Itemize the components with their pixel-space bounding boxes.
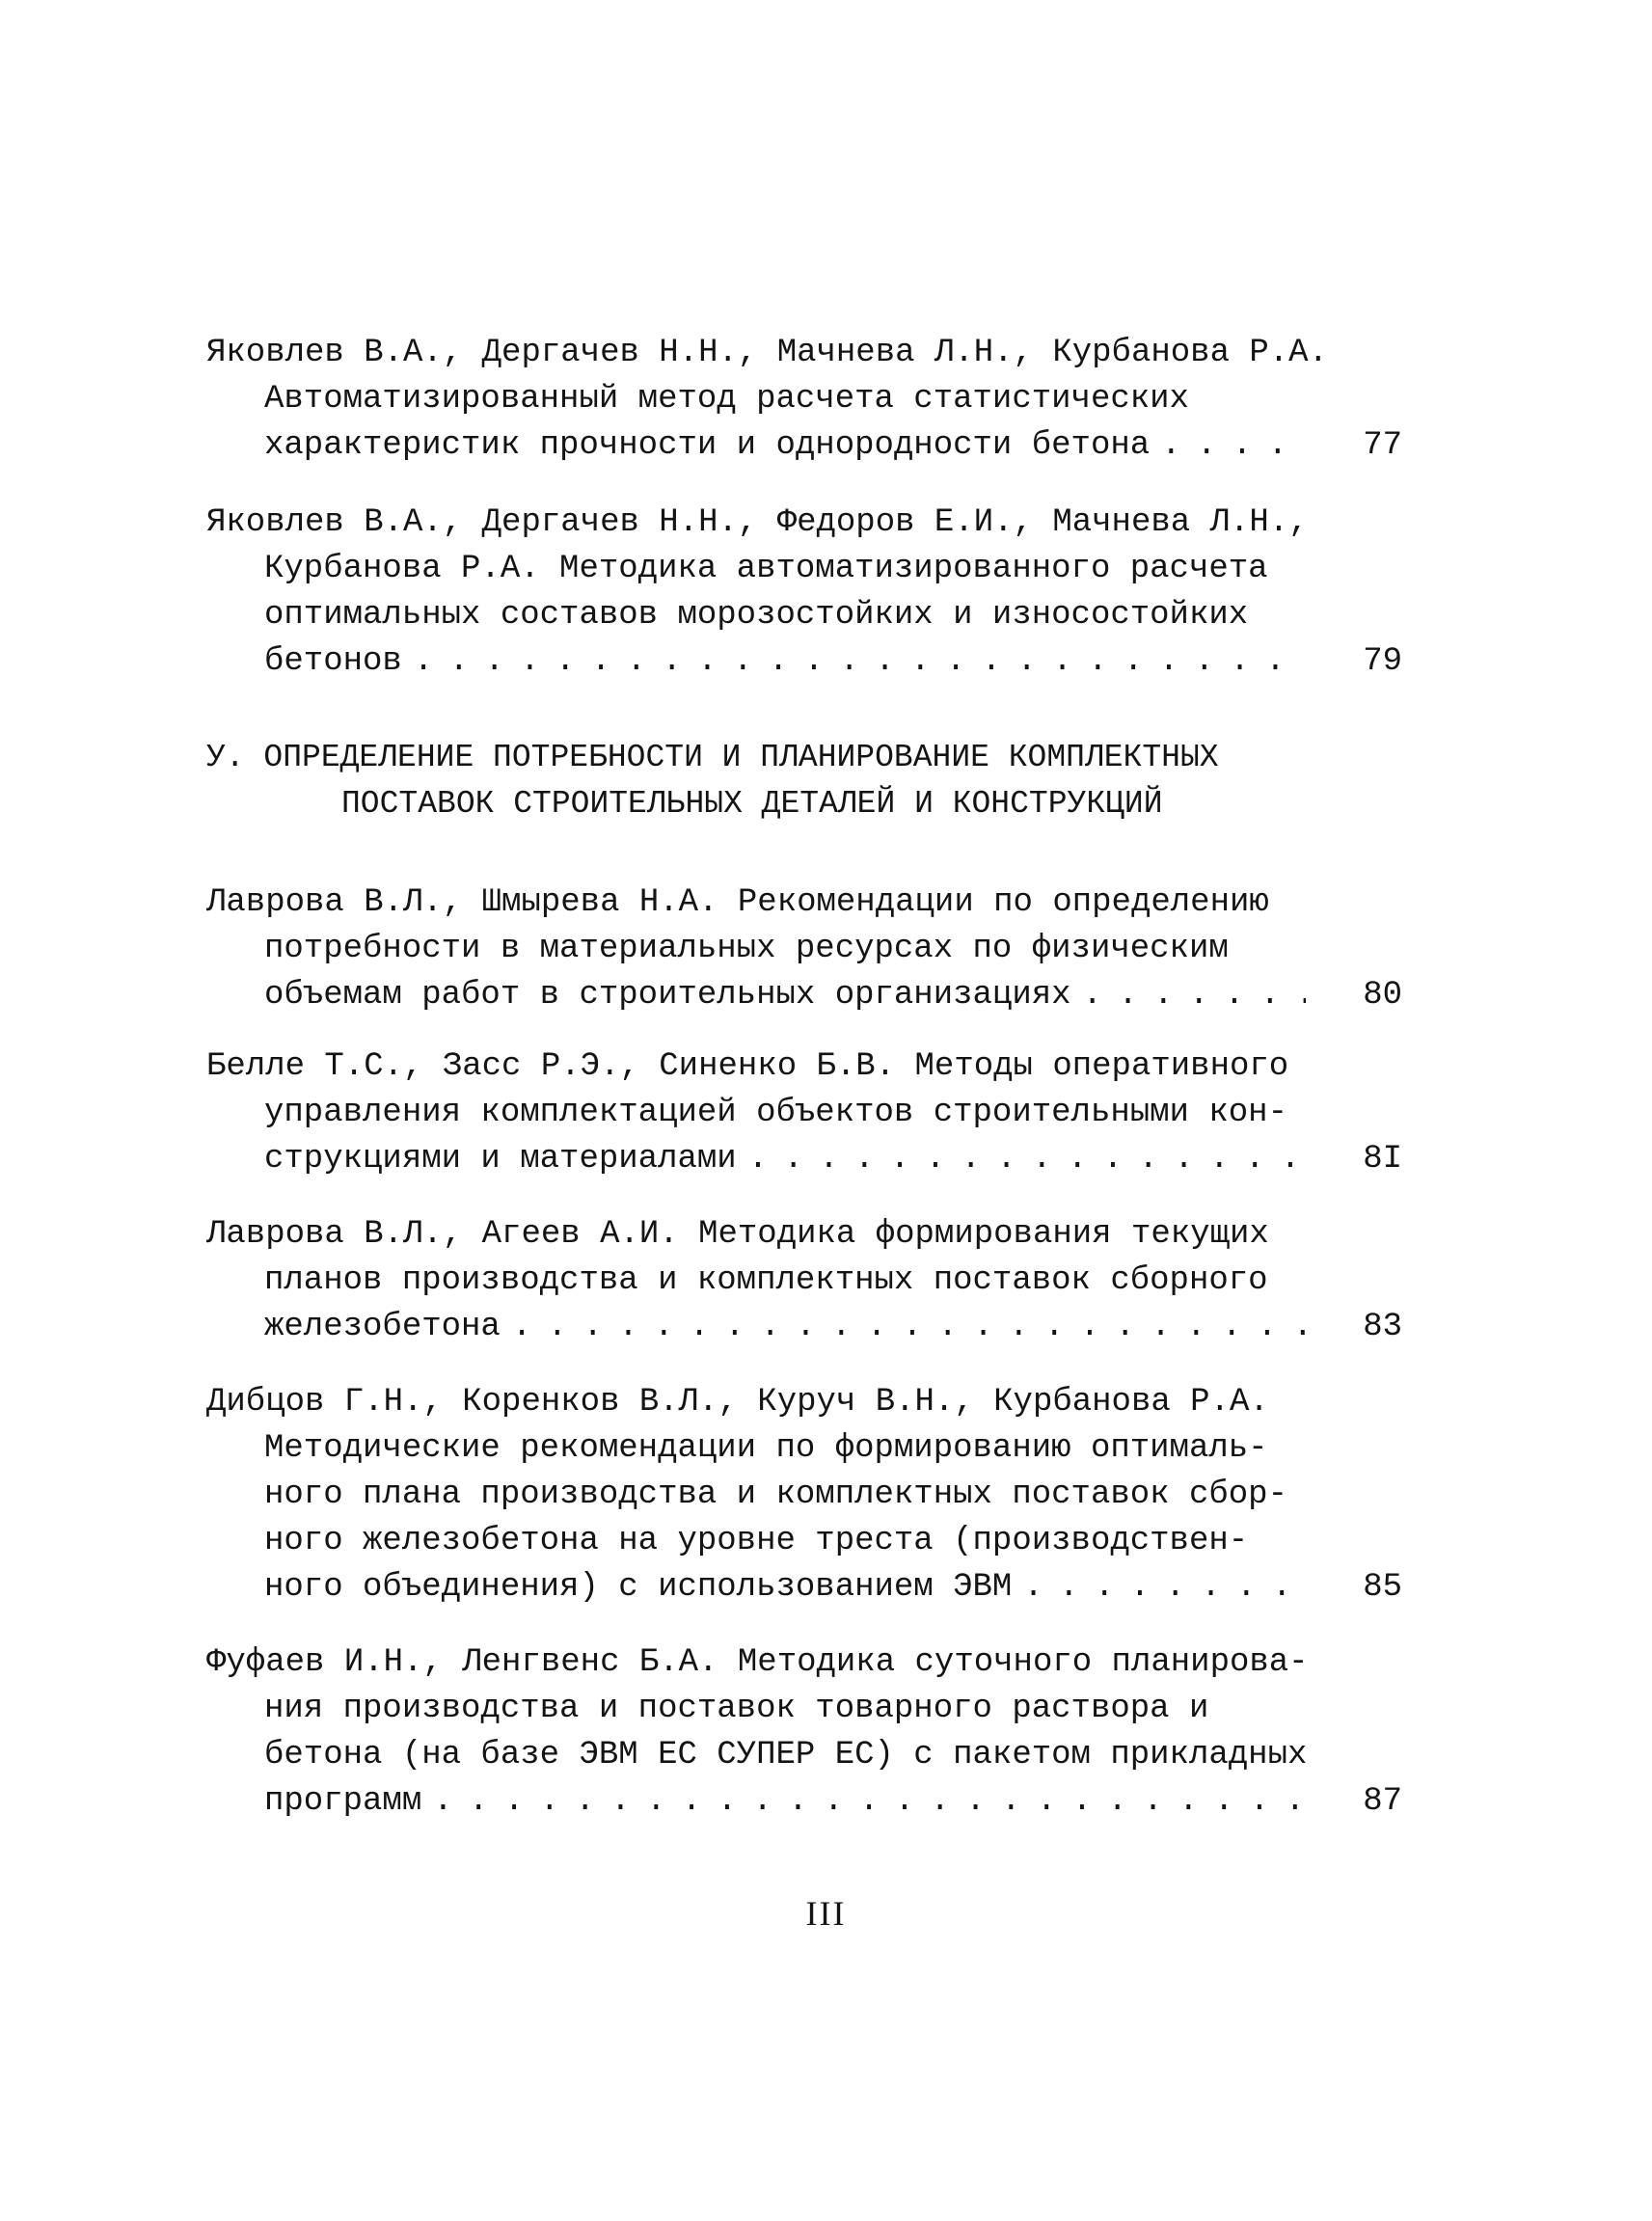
entry-title-line: бетона (на базе ЭВМ ЕС СУПЕР ЕС) с пакетом прикладных bbox=[264, 1737, 1308, 1774]
entry-last-line bbox=[206, 1304, 1402, 1350]
entry-authors-line: Лаврова В.Л., Шмырева Н.А. Рекомендации по определению bbox=[206, 884, 1269, 921]
dot-leader bbox=[1161, 422, 1306, 469]
section-heading-line: У. ОПРЕДЕЛЕНИЕ ПОТРЕБНОСТИ И ПЛАНИРОВАНИЕ КОМПЛЕКТНЫХ bbox=[206, 740, 1219, 775]
entry-title-line: железобетона bbox=[264, 1309, 501, 1345]
dot-leader bbox=[748, 1136, 1306, 1182]
toc-entry bbox=[206, 1639, 1402, 1825]
entry-title-line: струкциями и материалами bbox=[264, 1141, 737, 1178]
entry-page-number: 83 bbox=[1363, 1309, 1402, 1345]
toc-entry bbox=[206, 880, 1402, 1018]
entry-title-line: ного железобетона на уровне треста (производствен- bbox=[264, 1523, 1249, 1559]
entry-authors-line: Белле Т.С., Засс Р.Э., Синенко Б.В. Методы оперативного bbox=[206, 1048, 1289, 1085]
toc-entry bbox=[206, 1043, 1402, 1182]
entry-page-number: 85 bbox=[1363, 1569, 1402, 1606]
dot-leader bbox=[512, 1304, 1306, 1350]
entry-title-line: Курбанова Р.А. Методика автоматизированного расчета bbox=[264, 551, 1268, 587]
toc-entry bbox=[206, 1211, 1402, 1350]
toc-entry bbox=[206, 1379, 1402, 1611]
section-heading-line: ПОСТАВОК СТРОИТЕЛЬНЫХ ДЕТАЛЕЙ И КОНСТРУКЦИЙ bbox=[341, 786, 1163, 822]
entry-title-line: Автоматизированный метод расчета статистических bbox=[264, 381, 1189, 418]
entry-last-line bbox=[206, 638, 1402, 685]
entry-title-line: потребности в материальных ресурсах по физическим bbox=[264, 931, 1229, 967]
entry-authors-line: Фуфаев И.Н., Ленгвенс Б.А. Методика суточного планирова- bbox=[206, 1644, 1309, 1681]
entry-last-line bbox=[206, 1564, 1402, 1611]
entry-last-line bbox=[206, 1778, 1402, 1825]
entry-title-line: ного объединения) с использованием ЭВМ bbox=[264, 1569, 1013, 1606]
footer-page-number: III bbox=[805, 1894, 847, 1933]
entry-title-line: объемам работ в строительных организациях bbox=[264, 977, 1071, 1014]
entry-last-line bbox=[206, 422, 1402, 469]
entry-title-line: ного плана производства и комплектных поставок сбор- bbox=[264, 1476, 1287, 1513]
entry-title-line: оптимальных составов морозостойких и износостойких bbox=[264, 597, 1249, 634]
entry-authors-line: Яковлев В.А., Дергачев Н.Н., Мачнева Л.Н., Курбанова Р.А. bbox=[206, 335, 1328, 371]
entry-authors-line: Дибцов Г.Н., Коренков В.Л., Куруч В.Н., Курбанова Р.А. bbox=[206, 1384, 1269, 1421]
entry-last-line bbox=[206, 1136, 1402, 1182]
dot-leader bbox=[414, 638, 1306, 685]
section-heading bbox=[206, 735, 1402, 827]
dot-leader bbox=[1023, 1564, 1306, 1611]
entry-page-number: 77 bbox=[1363, 427, 1402, 464]
entry-authors-line: Лаврова В.Л., Агеев А.И. Методика формирования текущих bbox=[206, 1216, 1269, 1253]
entry-authors-line: Яковлев В.А., Дергачев Н.Н., Федоров Е.И., Мачнева Л.Н., bbox=[206, 504, 1309, 541]
entry-page-number: 8I bbox=[1363, 1141, 1402, 1178]
entry-title-line: характеристик прочности и однородности бетона bbox=[264, 427, 1151, 464]
dot-leader bbox=[433, 1778, 1306, 1825]
entry-last-line bbox=[206, 972, 1402, 1018]
entry-title-line: бетонов bbox=[264, 643, 402, 680]
entry-title-line: управления комплектацией объектов строительными кон- bbox=[264, 1095, 1287, 1131]
entry-page-number: 87 bbox=[1363, 1783, 1402, 1820]
entry-title-line: программ bbox=[264, 1783, 422, 1820]
toc-entry bbox=[206, 330, 1402, 469]
entry-page-number: 80 bbox=[1363, 977, 1402, 1014]
entry-title-line: Методические рекомендации по формированию оптималь- bbox=[264, 1430, 1268, 1467]
entry-title-line: планов производства и комплектных поставок сборного bbox=[264, 1262, 1268, 1299]
dot-leader bbox=[1083, 972, 1306, 1018]
toc-entry bbox=[206, 500, 1402, 685]
entry-page-number: 79 bbox=[1363, 643, 1402, 680]
entry-title-line: ния производства и поставок товарного раствора и bbox=[264, 1691, 1209, 1727]
